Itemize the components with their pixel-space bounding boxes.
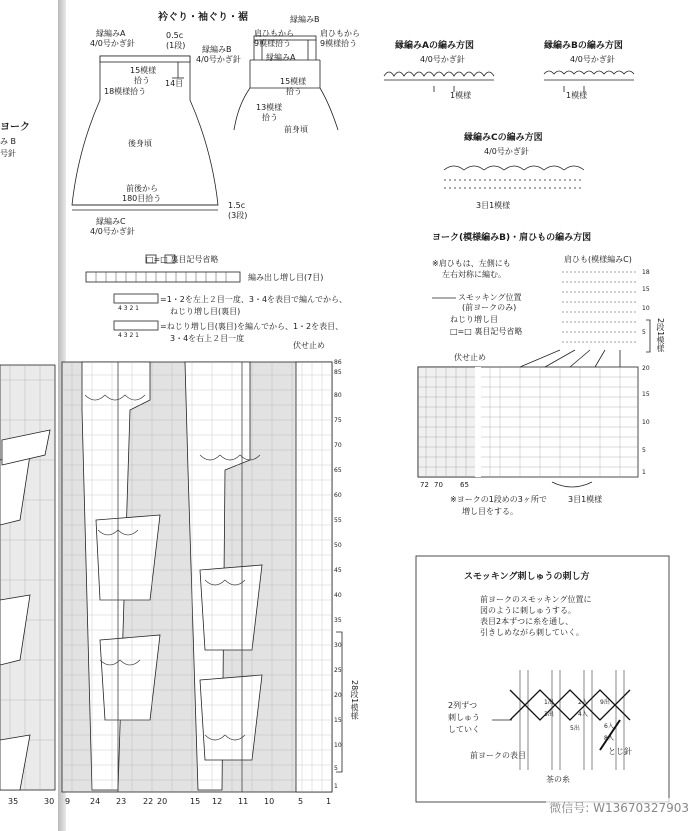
yoke-row-1: 1 xyxy=(642,469,646,476)
stitch15-label: 15模様 xyxy=(130,66,157,75)
yoke-col-72: 72 xyxy=(420,481,429,489)
strap-row-10: 10 xyxy=(642,305,650,312)
col-1: 1 xyxy=(326,797,332,806)
hook-label-2: 4/0号かぎ針 xyxy=(196,55,241,64)
left-page-sub1: み B xyxy=(0,137,17,146)
row-10: 10 xyxy=(334,742,342,749)
col-22: 22 xyxy=(143,797,154,806)
strap-label: 肩ひも(模様編みC) xyxy=(564,255,632,264)
front-body-label: 前身頃 xyxy=(284,125,308,134)
col-12: 12 xyxy=(212,797,223,806)
pick-label: 拾う xyxy=(134,76,150,85)
col-23: 23 xyxy=(116,797,127,806)
front-edge-b: 縁編みB xyxy=(290,15,320,24)
col-9: 9 xyxy=(65,797,71,806)
yoke-rep: 3目1模様 xyxy=(568,495,603,504)
row3-label: (3段) xyxy=(228,211,248,220)
smock-pos-2: (前ヨークのみ) xyxy=(462,303,517,312)
tapestry-needle: とじ針 xyxy=(608,747,632,756)
strap-row-5: 5 xyxy=(642,329,646,336)
edge-a-rep: 1模様 xyxy=(450,91,472,100)
edge-c-title: 縁編みCの編み方図 xyxy=(464,133,543,143)
yoke-row-20: 20 xyxy=(642,365,650,372)
left-page-sub2: 号針 xyxy=(0,149,16,158)
yoke-row-5: 5 xyxy=(642,447,646,454)
chart-bind-off: 伏せ止め xyxy=(293,341,325,350)
mark-1: 1出 xyxy=(544,699,554,706)
watermark: 微信号: W13670327903 xyxy=(546,798,692,817)
col-10: 10 xyxy=(264,797,275,806)
n14-label: 14目 xyxy=(165,79,184,88)
row-45: 45 xyxy=(334,567,342,574)
edge-a-label: 縁編みA xyxy=(96,29,126,38)
back-body-label: 後身頃 xyxy=(128,139,152,148)
edge-b-left-label: 縁編みB xyxy=(202,45,232,54)
hook-label-1: 4/0号かぎ針 xyxy=(90,39,135,48)
edge-b-hook: 4/0号かぎ針 xyxy=(570,55,615,64)
mark-2: 2入 xyxy=(578,699,588,706)
row-85: 85 xyxy=(334,369,342,376)
row-30: 30 xyxy=(334,642,342,649)
yoke-row-15: 15 xyxy=(642,391,650,398)
mark-4: 4入 xyxy=(578,711,588,718)
row-60: 60 xyxy=(334,492,342,499)
col-20: 20 xyxy=(157,797,168,806)
col-15: 15 xyxy=(190,797,201,806)
left-page-title: ヨーク xyxy=(0,122,30,133)
row-80: 80 xyxy=(334,392,342,399)
brown-thread: 茶の糸 xyxy=(546,775,570,784)
pick180-label: 180目拾う xyxy=(122,194,162,203)
front-strap-from-right: 肩ひもから xyxy=(320,29,360,38)
mark-8: 8入 xyxy=(604,735,614,742)
front-edge-a: 縁編みA xyxy=(266,53,296,62)
left-axis-tick-1: 35 xyxy=(8,797,19,806)
smocking-side-1: 2列ずつ xyxy=(448,701,478,710)
smocking-side-3: していく xyxy=(448,725,480,734)
c15-label: 1.5c xyxy=(228,201,246,210)
edge-c-hook: 4/0号かぎ針 xyxy=(484,147,529,156)
yoke-note-2: 増し目をする。 xyxy=(462,507,518,516)
mark-3: 3出 xyxy=(544,711,554,718)
row-86: 86 xyxy=(334,359,342,366)
edge-c-rep: 3目1模様 xyxy=(476,201,511,210)
strap-note-1: ※肩ひもは、左側にも xyxy=(432,259,511,268)
front-stitch9-right: 9模様拾う xyxy=(320,39,358,48)
neck-title: 衿ぐり・袖ぐり・裾 xyxy=(158,12,248,23)
yoke-note-1: ※ヨークの1段めの3ヶ所で xyxy=(450,495,547,504)
front-pick2: 拾う xyxy=(262,113,278,122)
front-stitch9-left: 9模様拾う xyxy=(254,39,292,48)
yoke-col-65: 65 xyxy=(460,481,469,489)
chart-rep-label: 28段1模様 xyxy=(350,680,359,720)
edge-c-label: 縁編みC xyxy=(96,217,126,226)
edge-a-hook: 4/0号かぎ針 xyxy=(420,55,465,64)
twist-inc: ねじり増し目 xyxy=(450,315,498,324)
col-5: 5 xyxy=(298,797,304,806)
smocking-p1: 前ヨークのスモッキング位置に xyxy=(480,595,592,604)
smocking-title: スモッキング刺しゅうの刺し方 xyxy=(464,572,590,582)
yoke-col-70: 70 xyxy=(434,481,443,489)
mark-6: 6入 xyxy=(604,723,614,730)
reverse-legend-2: □=□ 裏目記号省略 xyxy=(450,327,523,336)
col-24: 24 xyxy=(90,797,101,806)
row-35: 35 xyxy=(334,617,342,624)
left-axis-tick-2: 30 xyxy=(44,797,55,806)
front-stitch15: 15模様 xyxy=(280,77,307,86)
row-50: 50 xyxy=(334,542,342,549)
legend-nums-2: 4 3 2 1 xyxy=(118,332,139,339)
front-pick: 拾う xyxy=(286,87,302,96)
smocking-p4: 引きしめながら刺していく。 xyxy=(480,628,584,637)
row-55: 55 xyxy=(334,517,342,524)
yoke-bind-off: 伏せ止め xyxy=(454,353,486,362)
legend-dec2b: 3・4を右上２目一度 xyxy=(170,334,245,343)
front-strap-from-left: 肩ひもから xyxy=(254,29,294,38)
legend-dec1: =1・2を左上２目一度、3・4を表目で編んでから、 xyxy=(160,295,348,304)
row-25: 25 xyxy=(334,667,342,674)
row-70: 70 xyxy=(334,442,342,449)
row-65: 65 xyxy=(334,467,342,474)
edge-b-rep: 1模様 xyxy=(566,91,588,100)
mark-9: 9出 xyxy=(600,699,610,706)
edge-a-title: 縁編みAの編み方図 xyxy=(395,41,474,51)
front-stitch13: 13模様 xyxy=(256,103,283,112)
col-11: 11 xyxy=(238,797,249,806)
front-yoke-stitches: 前ヨークの表目 xyxy=(470,751,526,760)
smocking-side-2: 刺しゅう xyxy=(448,713,480,722)
legend-inc: 編み出し増し目(7目) xyxy=(248,273,324,282)
row1-label: (1段) xyxy=(166,41,186,50)
row-1: 1 xyxy=(334,783,338,790)
yoke-row-10: 10 xyxy=(642,419,650,426)
row-40: 40 xyxy=(334,592,342,599)
strap-row-18: 18 xyxy=(642,269,650,276)
legend-dec2: =ねじり増し目(裏目)を編んでから、1・2を表目、 xyxy=(160,322,344,331)
row-75: 75 xyxy=(334,417,342,424)
legend-dec1b: ねじり増し目(裏目) xyxy=(170,307,241,316)
row-5: 5 xyxy=(334,765,338,772)
row-15: 15 xyxy=(334,717,342,724)
pick18-label: 18模様拾う xyxy=(104,87,147,96)
yoke-title: ヨーク(模様編みB)・肩ひもの編み方図 xyxy=(432,233,592,243)
legend-nums-1: 4 3 2 1 xyxy=(118,305,139,312)
legend-reverse: □=□ 裏目記号省略 xyxy=(146,255,219,264)
smocking-p3: 表目2本ずつに糸を通し、 xyxy=(480,617,574,626)
from-front-back: 前後から xyxy=(126,184,158,193)
strap-note-2: 左右対称に編む。 xyxy=(442,270,506,279)
smocking-p2: 図のように刺しゅうする。 xyxy=(480,606,576,615)
strap-rep: 2段1模様 xyxy=(656,318,665,353)
c05-label: 0.5c xyxy=(166,31,184,40)
smock-pos: スモッキング位置 xyxy=(458,293,522,302)
row-20: 20 xyxy=(334,692,342,699)
mark-5: 5出 xyxy=(570,725,580,732)
strap-row-15: 15 xyxy=(642,286,650,293)
hook-label-3: 4/0号かぎ針 xyxy=(90,227,135,236)
edge-b-title: 縁編みBの編み方図 xyxy=(544,41,623,51)
